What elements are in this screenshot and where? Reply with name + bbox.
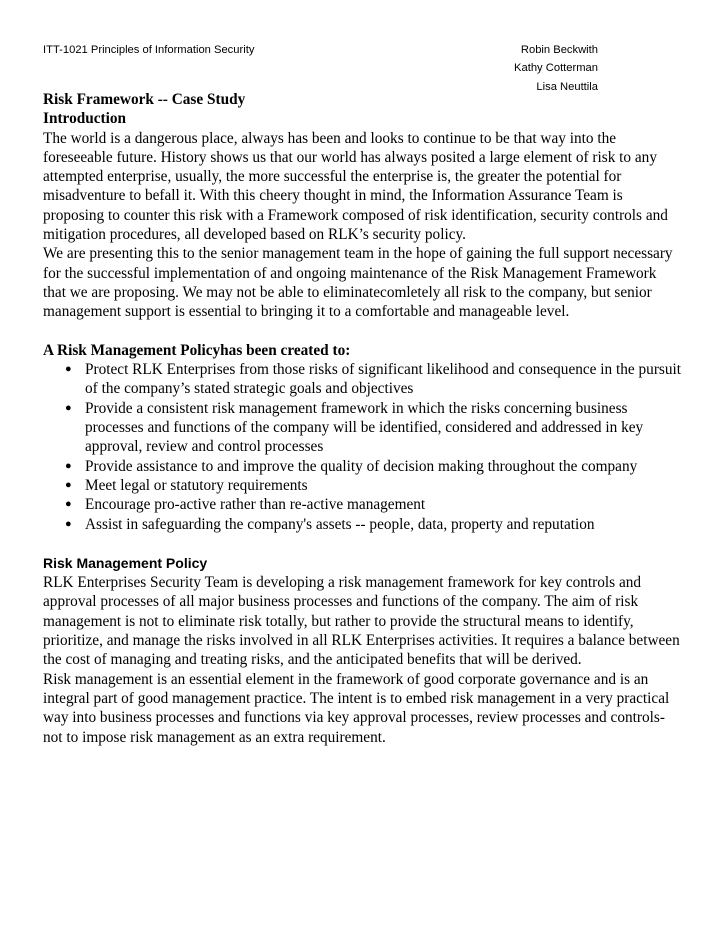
author-name: Lisa Neuttila	[536, 80, 598, 93]
list-item: ● Meet legal or statutory requirements	[43, 476, 683, 495]
spacer	[43, 534, 683, 553]
list-item: ● Protect RLK Enterprises from those risks of significant likelihood and consequence in the pursuit of the company’s stated strategic goals and objectives	[43, 360, 683, 399]
policy-heading: Risk Management Policy	[43, 555, 208, 572]
intro-heading: Introduction	[43, 110, 127, 128]
author-list	[514, 41, 598, 96]
list-item: ● Provide a consistent risk management framework in which the risks concerning business processes and functions of the company will be identified, considered and addressed in key approval, review and control processes	[43, 399, 683, 457]
author-name: Kathy Cotterman	[514, 62, 598, 75]
list-item: ● Assist in safeguarding the company's assets -- people, data, property and reputation	[43, 515, 683, 534]
policy-created-heading: A Risk Management Policyhas been created to:	[43, 341, 351, 359]
list-item: ● Provide assistance to and improve the quality of decision making throughout the company	[43, 457, 683, 476]
author-name: Robin Beckwith	[520, 44, 598, 56]
spacer	[43, 322, 683, 341]
document-title: Risk Framework -- Case Study	[43, 91, 246, 108]
intro-paragraph: The world is a dangerous place, always has been and looks to continue to be that way into the foreseeable future. History shows us that our world has always posited a large element of risk to any attempted enterprise, usually, the more successful the enterprise is, the greater the potential for misadventure to befall it. With this cheery thought in mind, the Information Assurance Team is proposing to counter this risk with a Framework composed of risk identification, security controls and mitigation procedures, all developed based on RLK’s security policy.	[43, 129, 668, 244]
document-body	[43, 90, 683, 747]
objectives-list	[43, 360, 683, 534]
policy-paragraph: RLK Enterprises Security Team is developing a risk management framework for key controls and approval processes of all major business processes and functions of the company. The aim of risk management is not to eliminate risk totally, but rather to provide the structural means to identify, prioritize, and manage the risks involved in all RLK Enterprises activities. It requires a balance between the cost of managing and treating risks, and the anticipated benefits that will be derived.	[43, 574, 680, 669]
course-header: ITT-1021 Principles of Information Security	[43, 44, 255, 56]
intro-paragraph: We are presenting this to the senior management team in the hope of gaining the full support necessary for the successful implementation of and ongoing maintenance of the Risk Management Framework that we are proposing. We may not be able to eliminatecomletely all risk to the company, but senior management support is essential to bringing it to a comfortable and manageable level.	[43, 245, 673, 321]
list-item: ● Encourage pro-active rather than re-active management	[43, 495, 683, 514]
policy-paragraph: Risk management is an essential element in the framework of good corporate governance and is an integral part of good management practice. The intent is to embed risk management in a very practical way into business processes and functions via key approval processes, review processes and controls-not to impose risk management as an extra requirement.	[43, 670, 670, 746]
